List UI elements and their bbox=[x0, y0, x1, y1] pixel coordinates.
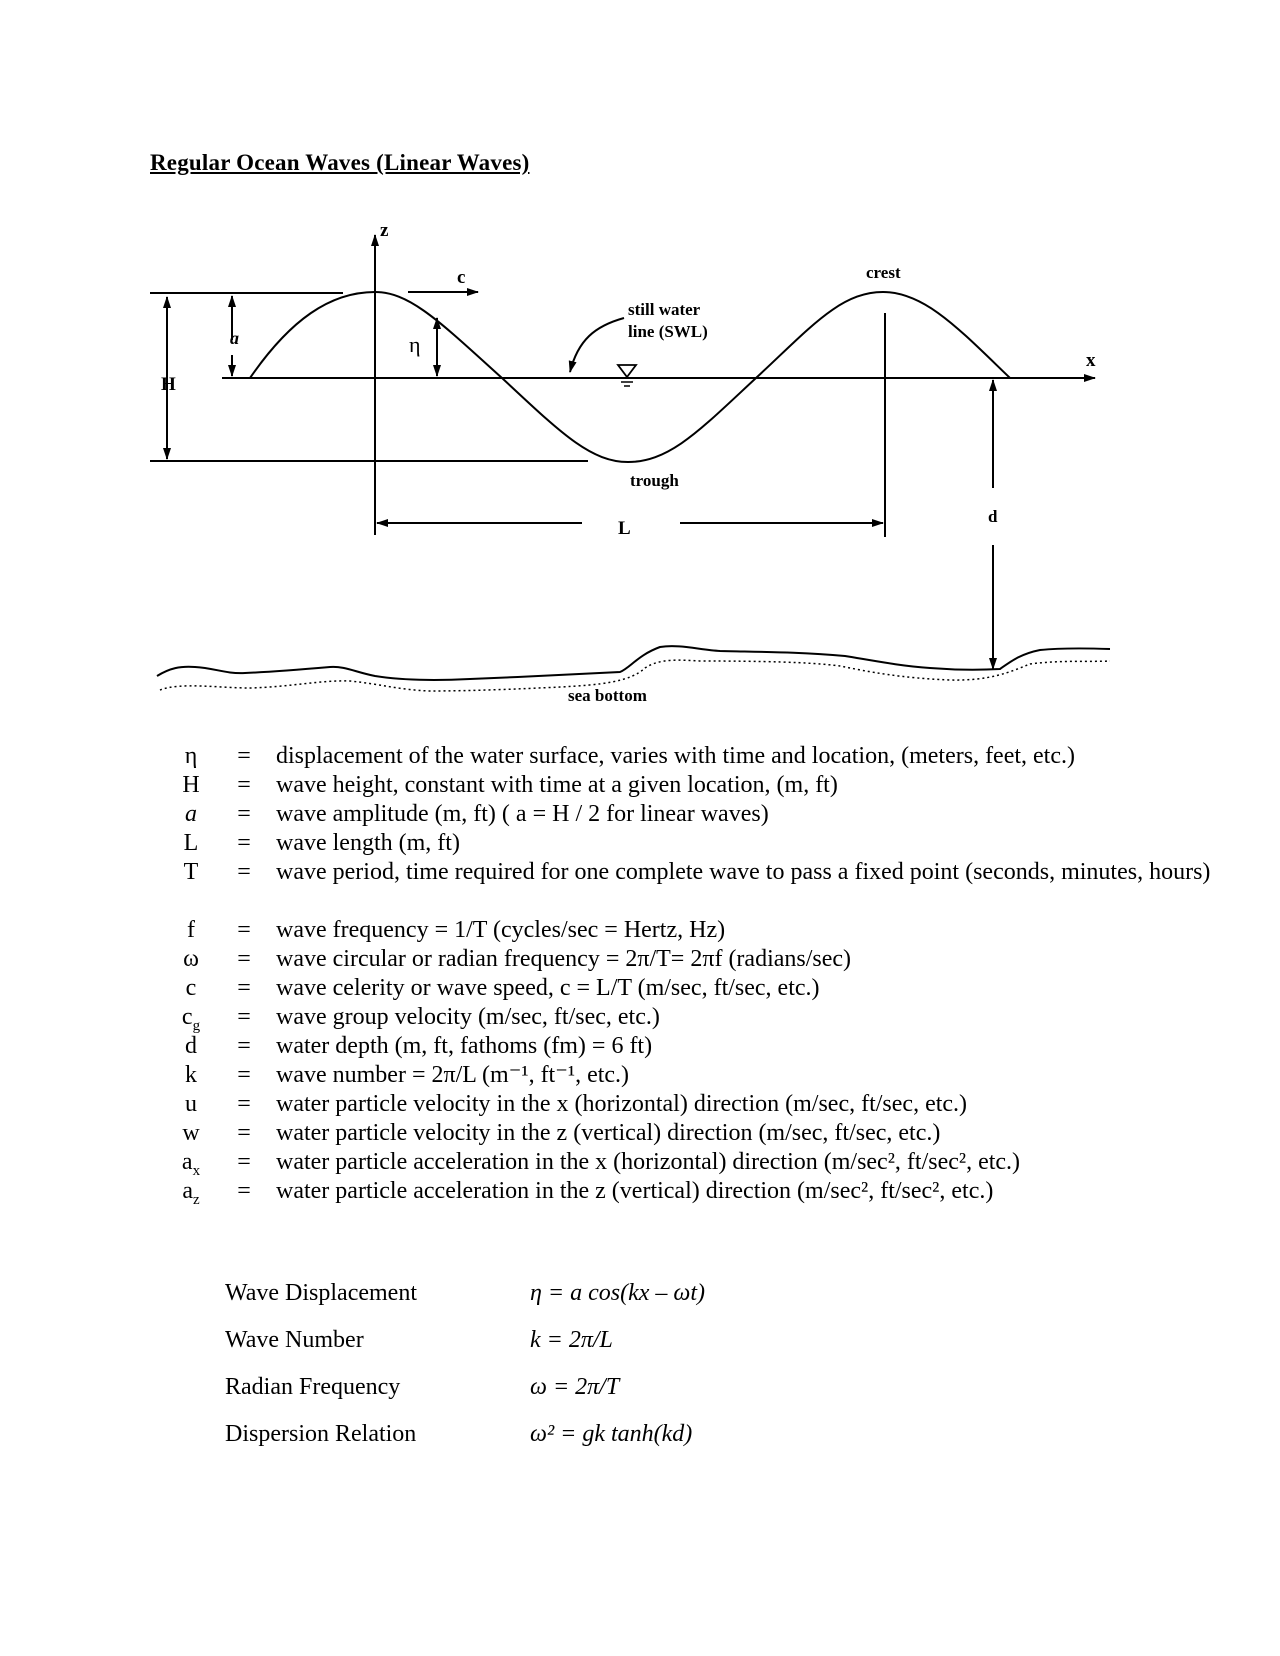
equals: = bbox=[237, 1062, 251, 1088]
definition-text: wave height, constant with time at a given location, (m, ft) bbox=[276, 772, 838, 798]
definition-row bbox=[170, 1119, 1230, 1148]
definition-text: wave period, time required for one complete wave to pass a fixed point (seconds, minutes, hours) bbox=[276, 859, 1211, 885]
formula-expression: k = 2π/L bbox=[530, 1327, 613, 1353]
formulas-list bbox=[225, 1270, 705, 1458]
wave-diagram bbox=[0, 0, 1280, 720]
definition-text: wave group velocity (m/sec, ft/sec, etc.) bbox=[276, 1004, 660, 1030]
equals: = bbox=[237, 801, 251, 827]
symbol: w bbox=[182, 1120, 200, 1146]
symbol: η bbox=[184, 743, 198, 769]
definition-text: water particle acceleration in the z (vertical) direction (m/sec², ft/sec², etc.) bbox=[276, 1178, 994, 1204]
symbol: L bbox=[183, 830, 199, 856]
definition-row bbox=[170, 829, 1230, 858]
label-crest: crest bbox=[866, 263, 901, 282]
label-swl-1: still water bbox=[628, 300, 701, 319]
definition-text: water particle velocity in the x (horizontal) direction (m/sec, ft/sec, etc.) bbox=[276, 1091, 968, 1117]
definition-text: wave celerity or wave speed, c = L/T (m/sec, ft/sec, etc.) bbox=[276, 975, 820, 1001]
symbol: $a_z$ bbox=[182, 1178, 200, 1208]
label-c: c bbox=[457, 267, 466, 288]
symbol: u bbox=[185, 1091, 197, 1117]
definition-text: wave circular or radian frequency = 2π/T= 2πf (radians/sec) bbox=[276, 946, 852, 972]
symbol: d bbox=[185, 1033, 197, 1059]
definition-text: displacement of the water surface, varies with time and location, (meters, feet, etc.) bbox=[276, 743, 1075, 769]
symbol: a bbox=[185, 801, 197, 827]
equals: = bbox=[237, 830, 251, 856]
definition-text: wave number = 2π/L (m⁻¹, ft⁻¹, etc.) bbox=[276, 1062, 630, 1088]
definition-text: wave frequency = 1/T (cycles/sec = Hertz, Hz) bbox=[276, 917, 726, 943]
label-z: z bbox=[380, 220, 389, 241]
symbol: $c_g$ bbox=[181, 1004, 201, 1034]
equals: = bbox=[237, 1120, 251, 1146]
definition-text: wave length (m, ft) bbox=[276, 830, 460, 856]
definition-row bbox=[170, 1003, 1230, 1032]
definition-text: water depth (m, ft, fathoms (fm) = 6 ft) bbox=[276, 1033, 653, 1059]
symbol: $a_x$ bbox=[181, 1149, 201, 1179]
definition-row bbox=[170, 1061, 1230, 1090]
label-H: H bbox=[161, 374, 176, 395]
formula-row bbox=[225, 1411, 705, 1458]
definitions-list bbox=[170, 742, 1230, 1206]
equals: = bbox=[237, 743, 251, 769]
formula-expression: ω² = gk tanh(kd) bbox=[530, 1421, 693, 1447]
definition-text: wave amplitude (m, ft) ( a = H / 2 for linear waves) bbox=[276, 801, 769, 827]
equals: = bbox=[237, 1004, 251, 1030]
equals: = bbox=[237, 1178, 251, 1204]
swl-symbol-icon bbox=[618, 365, 636, 377]
definition-row bbox=[170, 916, 1230, 945]
formula-name: Radian Frequency bbox=[225, 1374, 401, 1400]
equals: = bbox=[237, 975, 251, 1001]
formula-expression: η = a cos(kx – ωt) bbox=[530, 1280, 705, 1306]
formula-row bbox=[225, 1317, 705, 1364]
definition-row bbox=[170, 742, 1230, 771]
definition-row bbox=[170, 1148, 1230, 1177]
definition-row bbox=[170, 800, 1230, 829]
formula-name: Wave Displacement bbox=[225, 1280, 417, 1306]
definition-text: water particle velocity in the z (vertical) direction (m/sec, ft/sec, etc.) bbox=[276, 1120, 941, 1146]
definition-row bbox=[170, 1032, 1230, 1061]
definition-row bbox=[170, 945, 1230, 974]
symbol: k bbox=[185, 1062, 197, 1088]
definition-row bbox=[170, 1090, 1230, 1119]
swl-pointer bbox=[570, 318, 624, 372]
label-eta: η bbox=[409, 332, 421, 357]
equals: = bbox=[237, 946, 251, 972]
definition-row bbox=[170, 858, 1230, 916]
formula-expression: ω = 2π/T bbox=[530, 1374, 620, 1400]
label-L: L bbox=[618, 518, 631, 539]
equals: = bbox=[237, 1033, 251, 1059]
symbol: c bbox=[185, 975, 197, 1001]
label-a: a bbox=[230, 328, 239, 348]
symbol: H bbox=[182, 772, 200, 798]
definition-row bbox=[170, 974, 1230, 1003]
symbol: ω bbox=[183, 946, 199, 972]
equals: = bbox=[237, 1091, 251, 1117]
definition-row bbox=[170, 771, 1230, 800]
definition-row bbox=[170, 1177, 1230, 1206]
formula-row bbox=[225, 1270, 705, 1317]
symbol: T bbox=[183, 859, 199, 885]
equals: = bbox=[237, 772, 251, 798]
equals: = bbox=[237, 859, 251, 885]
definition-text: water particle acceleration in the x (horizontal) direction (m/sec², ft/sec², etc.) bbox=[276, 1149, 1021, 1175]
equals: = bbox=[237, 917, 251, 943]
symbol: f bbox=[187, 917, 195, 943]
label-trough: trough bbox=[630, 471, 679, 490]
label-x: x bbox=[1086, 350, 1096, 371]
label-sea-bottom: sea bottom bbox=[568, 686, 647, 705]
page-title: Regular Ocean Waves (Linear Waves) bbox=[150, 150, 530, 175]
label-swl-2: line (SWL) bbox=[628, 322, 708, 341]
formula-row bbox=[225, 1364, 705, 1411]
formula-name: Wave Number bbox=[225, 1327, 364, 1353]
label-d: d bbox=[988, 507, 998, 526]
equals: = bbox=[237, 1149, 251, 1175]
formula-name: Dispersion Relation bbox=[225, 1421, 417, 1447]
